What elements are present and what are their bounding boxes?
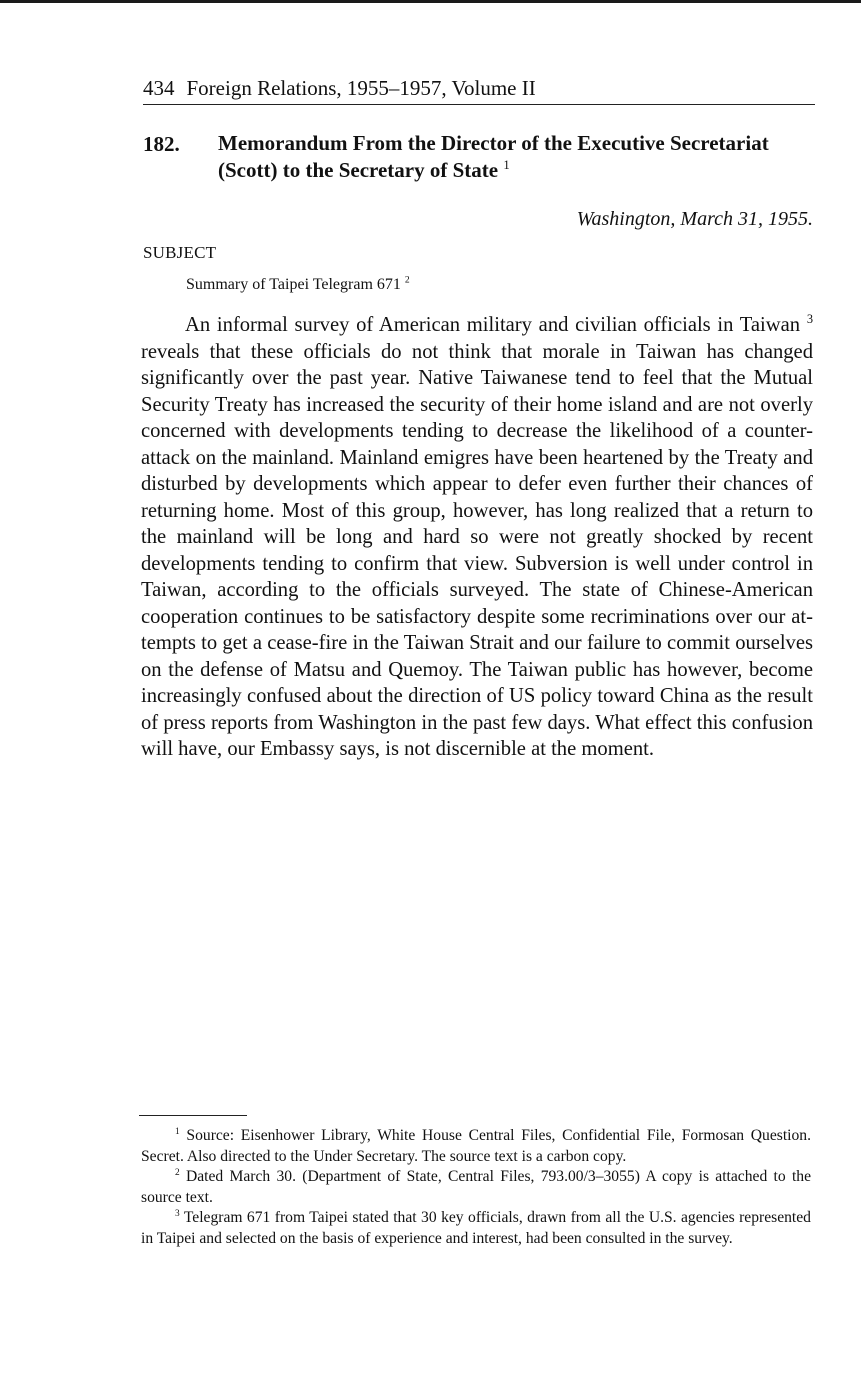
body-text-part-2: reveals that these officials do not think that morale in Taiwan has changed significantly over the past year. Native Taiwanese tend to feel that the Mutual Security Treaty has increased the security of their home island and are not overly concerned with developments tending to decrease the likelihood of a counter-attack on the mainland. Mainland emigres have been heartened by the Treaty and disturbed by developments which appear to defer even further their chances of returning home. Most of this group, however, has long realized that a return to the mainland will be long and hard so were not greatly shocked by recent developments tending to confirm that view. Subversion is well under control in Taiwan, according to the officials surveyed. The state of Chinese-American cooperation continues to be satisfactory despite some recriminations over our attempts to get a cease-fire in the Taiwan Strait and our failure to commit ourselves on the defense of Matsu and Quemoy. The Taiwan public has however, become increasingly confused about the direction of US policy toward China as the result of press reports from Washington in the past few days. What effect this confusion will have, our Embassy says, is not discernible at the moment. xyxy=(141,340,813,760)
subject-text: Summary of Taipei Telegram 671 xyxy=(186,276,401,293)
subject-label: SUBJECT xyxy=(143,243,217,262)
document-number: 182. xyxy=(143,132,180,156)
footnote-3-ref: 3 xyxy=(175,1209,180,1220)
series-title: Foreign Relations, 1955–1957, Volume II xyxy=(186,76,536,100)
body-footnote-ref: 3 xyxy=(806,312,813,327)
footnote-1-ref: 1 xyxy=(175,1126,180,1137)
footnote-1-text: Source: Eisenhower Library, White House Central Files, Confidential File, Formosan Question. Secret. Also directed to the Under Secretary. The source text is a carbon copy. xyxy=(141,1127,812,1165)
footnote-1 xyxy=(141,1126,811,1167)
subject-footnote-ref: 2 xyxy=(404,274,410,286)
dateline: Washington, March 31, 1955. xyxy=(576,208,813,230)
subject-line xyxy=(186,273,410,297)
running-head xyxy=(143,74,815,105)
body-paragraph xyxy=(141,312,813,763)
document-title xyxy=(218,130,778,184)
footnotes xyxy=(141,1126,811,1250)
footnote-2-ref: 2 xyxy=(175,1168,180,1178)
document-title-text: Memorandum From the Director of the Executive Secretariat (Scott) to the Secretary of State xyxy=(218,131,769,182)
footnote-2-text: Dated March 30. (Department of State, Central Files, 793.00/3–3055) A copy is attached to the source text. xyxy=(141,1168,811,1206)
body-text-part-1: An informal survey of American military and civilian officials in Taiwan xyxy=(185,314,801,336)
footnote-3-text: Telegram 671 from Taipei stated that 30 key officials, drawn from all the U.S. agencies represented in Taipei and selected on the basis of experience and interest, had been consulted in the survey. xyxy=(141,1209,811,1247)
footnote-3 xyxy=(141,1208,811,1249)
page-top-edge xyxy=(0,0,861,3)
footnote-separator xyxy=(139,1115,247,1116)
title-footnote-ref: 1 xyxy=(503,158,510,172)
footnote-2 xyxy=(141,1167,811,1208)
page-number: 434 xyxy=(143,76,175,100)
